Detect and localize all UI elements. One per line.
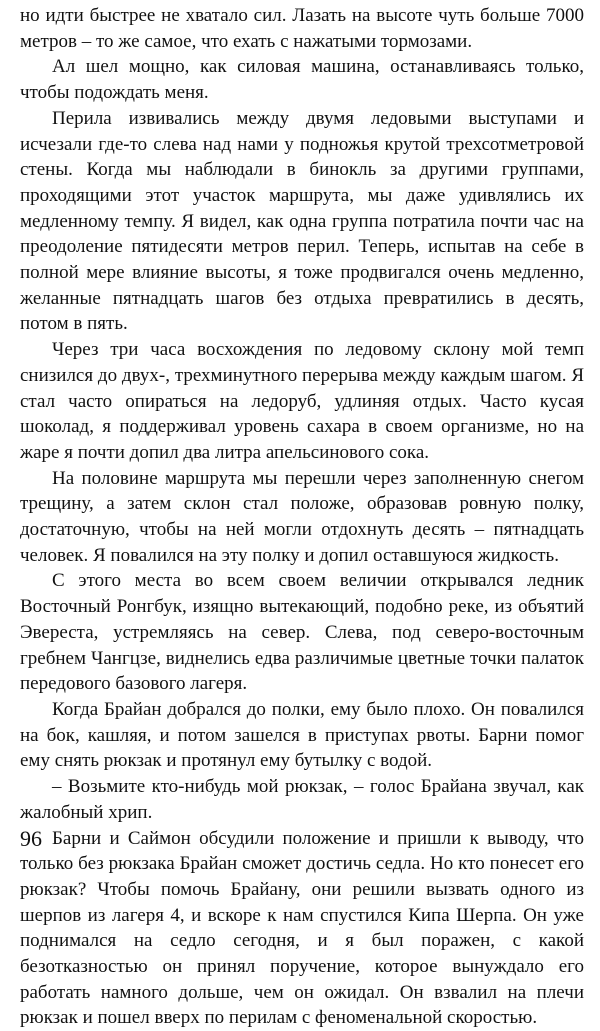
paragraph: Ал шел мощно, как силовая машина, останавливаясь только, чтобы подождать меня.	[20, 54, 584, 105]
paragraph: – Возьмите кто-нибудь мой рюкзак, – голос Брайана звучал, как жалобный хрип.	[20, 774, 584, 825]
paragraph: С этого места во всем своем величии открывался ледник Восточный Ронгбук, изящно вытекающий, подобно реке, из объятий Эвереста, устремляясь на север. Слева, под северо-восточным гребнем Чангцзе, виднелись едва различимые цветные точки палаток передового базового лагеря.	[20, 568, 584, 697]
body-text	[20, 3, 584, 1031]
paragraph: Перила извивались между двумя ледовыми выступами и исчезали где-то слева над нами у подножья крутой трехсотметровой стены. Когда мы наблюдали в бинокль за другими группами, проходящими этот участок маршрута, мы даже удивлялись их медленному темпу. Я видел, как одна группа потратила почти час на преодоление пятидесяти метров перил. Теперь, испытав на себе в полной мере влияние высоты, я тоже продвигался очень медленно, желанные пятнадцать шагов без отдыха превратились в десять, потом в пять.	[20, 106, 584, 337]
paragraph: но идти быстрее не хватало сил. Лазать на высоте чуть больше 7000 метров – то же самое, что ехать с нажатыми тормозами.	[20, 3, 584, 54]
paragraph: Когда Брайан добрался до полки, ему было плохо. Он повалился на бок, кашляя, и потом зашелся в приступах рвоты. Барни помог ему снять рюкзак и протянул ему бутылку с водой.	[20, 697, 584, 774]
paragraph: Барни и Саймон обсудили положение и пришли к выводу, что только без рюкзака Брайан сможет достичь седла. Но кто понесет его рюкзак? Чтобы помочь Брайану, они решили вызвать одного из шерпов из лагеря 4, и вскоре к нам спустился Кипа Шерпа. Он уже поднимался на седло сегодня, и я был поражен, с какой безотказностью он принял поручение, которое вынуждало его работать намного дольше, чем он ожидал. Он взвалил на плечи рюкзак и пошел вверх по перилам с феноменальной скоростью.	[20, 826, 584, 1031]
page-number: 96	[20, 826, 42, 852]
paragraph: Через три часа восхождения по ледовому склону мой темп снизился до двух-, трехминутного перерыва между каждым шагом. Я стал часто опираться на ледоруб, удлиняя отдых. Часто кусая шоколад, я поддерживал уровень сахара в своем организме, но на жаре я почти допил два литра апельсинового сока.	[20, 337, 584, 466]
paragraph: На половине маршрута мы перешли через заполненную снегом трещину, а затем склон стал положе, образовав ровную полку, достаточную, чтобы на ней могли отдохнуть десять – пятнадцать человек. Я повалился на эту полку и допил оставшуюся жидкость.	[20, 466, 584, 569]
